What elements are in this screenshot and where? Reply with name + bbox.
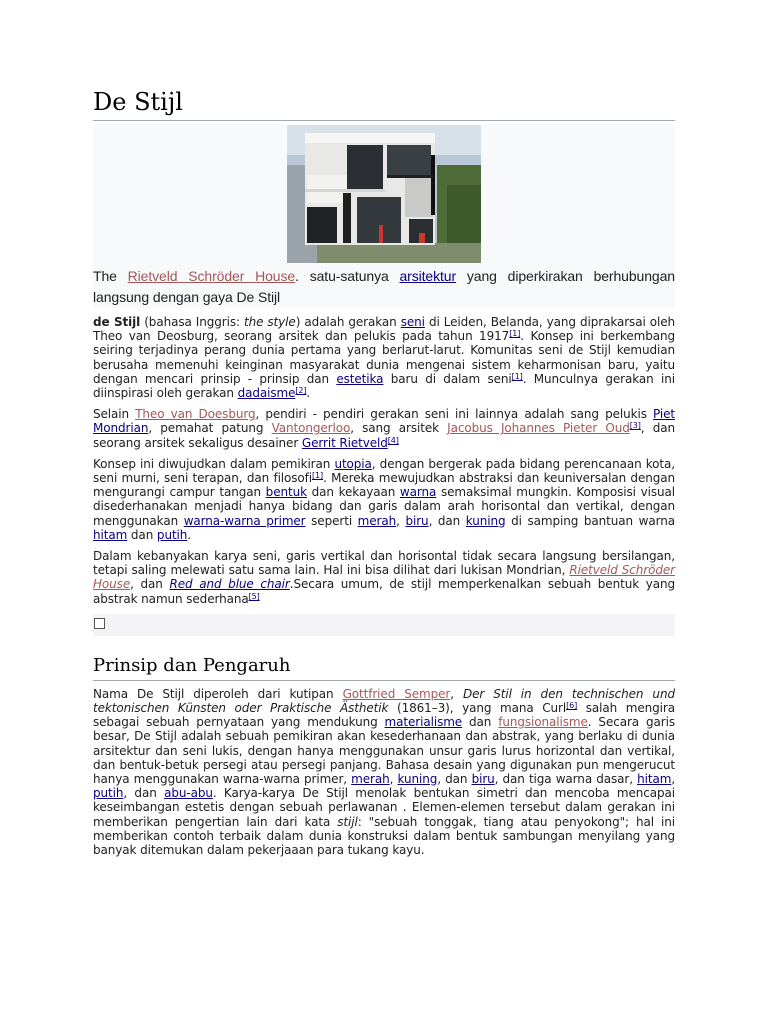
reference-link[interactable]: [1]: [509, 329, 521, 339]
text: . Karya-karya De Stijl menolak bentukan simetri dan mencoba mencapai keseimbangan estetis dengan sebuah perlawanan . Elemen-elemen tersebut dalam gerakan ini memberikan pengertian lain dari kata: [93, 786, 675, 829]
link-warna[interactable]: warna: [399, 485, 437, 500]
text-italic: Der Stil in den technischen und tektonischen Künsten oder Praktische Ästhetik: [93, 686, 675, 716]
link-seni[interactable]: seni: [400, 315, 425, 329]
reference[interactable]: [512, 372, 523, 381]
text: semaksimal mungkin. Komposisi visual disederhanakan menjadi hanya bidang dan garis dalam arah horisontal dan vertikal, dengan menggunakan: [93, 485, 675, 528]
reference[interactable]: [509, 329, 520, 338]
link-red-and-blue-chair[interactable]: Red and blue chair: [169, 577, 290, 592]
link-putih[interactable]: putih: [93, 786, 124, 801]
text: , dan: [437, 772, 472, 787]
text: . Konsep ini berkembang seiring terjadinya perang dunia pertama yang berlarut-larut. Komunitas seni de Stijl kemudian berusaha memenuhi keinginan masyarakat dunia mengenai sistem keharmonisan baru, yaitu dengan mencari prinsip - prinsip dan: [93, 329, 675, 386]
paragraph-intro: [93, 315, 675, 400]
link-hitam[interactable]: hitam: [93, 527, 128, 542]
link-biru[interactable]: biru: [405, 513, 429, 528]
text: Dalam kebanyakan karya seni, garis vertikal dan horisontal tidak secara langsung bersilangan, tetapi saling melewati satu sama lain. Hal ini bisa dilihat dari lukisan Mondrian,: [93, 549, 675, 578]
text: baru di dalam seni: [383, 371, 512, 386]
link-utopia[interactable]: utopia: [334, 456, 372, 471]
text: ,: [389, 772, 398, 787]
link-arsitektur[interactable]: arsitektur: [399, 268, 457, 284]
text-italic: stijl: [337, 814, 358, 829]
caption-text: yang diperkirakan berhubungan langsung dengan gaya De Stijl: [93, 268, 675, 305]
link-putih[interactable]: putih: [156, 527, 188, 542]
link-fungsionalisme[interactable]: fungsionalisme: [498, 715, 588, 730]
article-content: [93, 0, 675, 857]
link-gerrit-rietveld[interactable]: Gerrit Rietveld: [301, 435, 388, 450]
reference[interactable]: [312, 471, 323, 480]
link-gottfried-semper[interactable]: Gottfried Semper: [342, 686, 451, 701]
reference[interactable]: [249, 592, 260, 601]
text: : "sebuah tonggak, tiang atau penyokong"; hal ini memberikan contoh terbaik dalam dunia konstruksi dalam bentuk sambungan menyilang yang banyak ditemukan dalam pekerjaaan para tukang kayu.: [93, 814, 675, 858]
text: Nama De Stijl diperoleh dari kutipan: [93, 686, 343, 701]
text: , dan: [130, 577, 170, 592]
link-hitam[interactable]: hitam: [637, 772, 672, 787]
link-kuning[interactable]: kuning: [397, 772, 438, 787]
text: , sang arsitek: [350, 421, 448, 436]
text: .: [187, 527, 192, 542]
link-piet-mondrian[interactable]: Piet Mondrian: [93, 407, 675, 436]
link-warna-primer[interactable]: warna-warna primer: [183, 513, 306, 528]
text: (1861–3), yang mana Curl: [388, 701, 567, 716]
text: . Secara garis besar, De Stijl adalah sebuah pemikiran akan kesederhanaan dan abstrak, yang berlaku di dunia arsitektur dan seni lukis, dengan hanya menggunakan unsur garis lurus horizontal dan vertikal, dan bentuk-betuk persegi atau persegi panjang. Bahasa desain yang digunakan pun mengerucut hanya menggunakan warna-warna primer,: [93, 715, 675, 787]
text-italic: the style: [243, 315, 296, 329]
link-materialisme[interactable]: materialisme: [384, 715, 463, 730]
link-biru[interactable]: biru: [471, 772, 495, 787]
text: Konsep ini diwujudkan dalam pemikiran: [93, 456, 335, 471]
reference-link[interactable]: [1]: [312, 471, 324, 481]
page-title: De Stijl: [93, 86, 675, 121]
link-kuning[interactable]: kuning: [465, 513, 506, 528]
text: ) adalah gerakan: [295, 315, 401, 329]
reference-link[interactable]: [5]: [248, 591, 260, 601]
link-estetika[interactable]: estetika: [336, 371, 384, 386]
text: .Secara umum, de stijl memperkenalkan sebuah bentuk yang abstrak namun sederhana: [93, 577, 676, 606]
text: , pendiri - pendiri gerakan seni ini lainnya adalah sang pelukis: [255, 407, 653, 422]
section-heading-prinsip: Prinsip dan Pengaruh: [93, 654, 675, 681]
reference-link[interactable]: [1]: [511, 371, 523, 381]
link-jjp-oud[interactable]: Jacobus Johannes Pieter Oud: [447, 421, 630, 436]
paragraph-principles: [93, 687, 675, 857]
link-dadaisme[interactable]: dadaisme: [237, 386, 296, 401]
paragraph-founders: [93, 407, 675, 450]
reference[interactable]: [566, 701, 577, 710]
text: ,: [450, 686, 463, 701]
text: di Leiden, Belanda, yang diprakarsai oleh Theo van Deosburg, seorang arsitek dan pelukis pada tahun 1917: [93, 315, 676, 344]
figure-box: [93, 124, 675, 309]
text: , dan: [123, 786, 165, 801]
text: dan: [462, 715, 499, 730]
checkbox-square-icon[interactable]: [94, 618, 105, 629]
link-rietveld-schroder-house-2[interactable]: Rietveld Schröder House: [93, 563, 676, 592]
text: salah mengira sebagai sebuah pernyataan yang mendukung: [93, 701, 675, 730]
link-merah[interactable]: merah: [357, 513, 397, 528]
link-abu-abu[interactable]: abu-abu: [164, 786, 213, 801]
text: (bahasa Inggris:: [140, 315, 244, 329]
link-bentuk[interactable]: bentuk: [265, 485, 307, 500]
text: dan: [127, 527, 157, 542]
text: ,: [671, 772, 676, 787]
text: , dan seorang arsitek sekaligus desainer: [93, 421, 675, 450]
text: . Mereka mewujudkan abstraksi dan keuniversalan dengan mengurangi campur tangan: [93, 471, 676, 500]
rietveld-house-image[interactable]: [287, 125, 481, 263]
link-vantongerloo[interactable]: Vantongerloo: [271, 421, 351, 436]
text: , dan tiga warna dasar,: [494, 772, 638, 787]
reference[interactable]: [388, 436, 399, 445]
link-theo-van-doesburg[interactable]: Theo van Doesburg: [135, 407, 256, 422]
text: , dengan bergerak pada bidang perencanaan kota, seni murni, seni terapan, dan filosofi: [93, 456, 675, 486]
paragraph-lines: [93, 549, 675, 606]
paragraph-concept: [93, 457, 675, 542]
reference-link[interactable]: [6]: [566, 701, 578, 711]
text: , pemahat patung: [148, 421, 272, 436]
reference[interactable]: [630, 421, 641, 430]
text: . Munculnya gerakan ini diinspirasi oleh gerakan: [93, 371, 675, 401]
text: seperti: [305, 513, 358, 528]
text: dan kekayaan: [306, 485, 400, 500]
term-bold: de Stijl: [93, 315, 141, 329]
text: di samping bantuan warna: [505, 513, 675, 528]
text: , dan: [428, 513, 466, 528]
reference[interactable]: [295, 386, 306, 395]
text: .: [306, 386, 311, 401]
figure-caption: [93, 263, 675, 308]
link-rietveld-schroder-house[interactable]: Rietveld Schröder House: [127, 268, 296, 284]
caption-text: . satu-satunya: [295, 268, 400, 284]
caption-text: The: [93, 268, 128, 284]
link-merah[interactable]: merah: [351, 772, 390, 787]
text: ,: [396, 513, 406, 528]
text: Selain: [93, 407, 136, 422]
gallery-bar: [93, 614, 675, 636]
reference-link[interactable]: [3]: [629, 421, 641, 431]
reference-link[interactable]: [4]: [387, 435, 399, 445]
reference-link[interactable]: [2]: [295, 386, 307, 396]
